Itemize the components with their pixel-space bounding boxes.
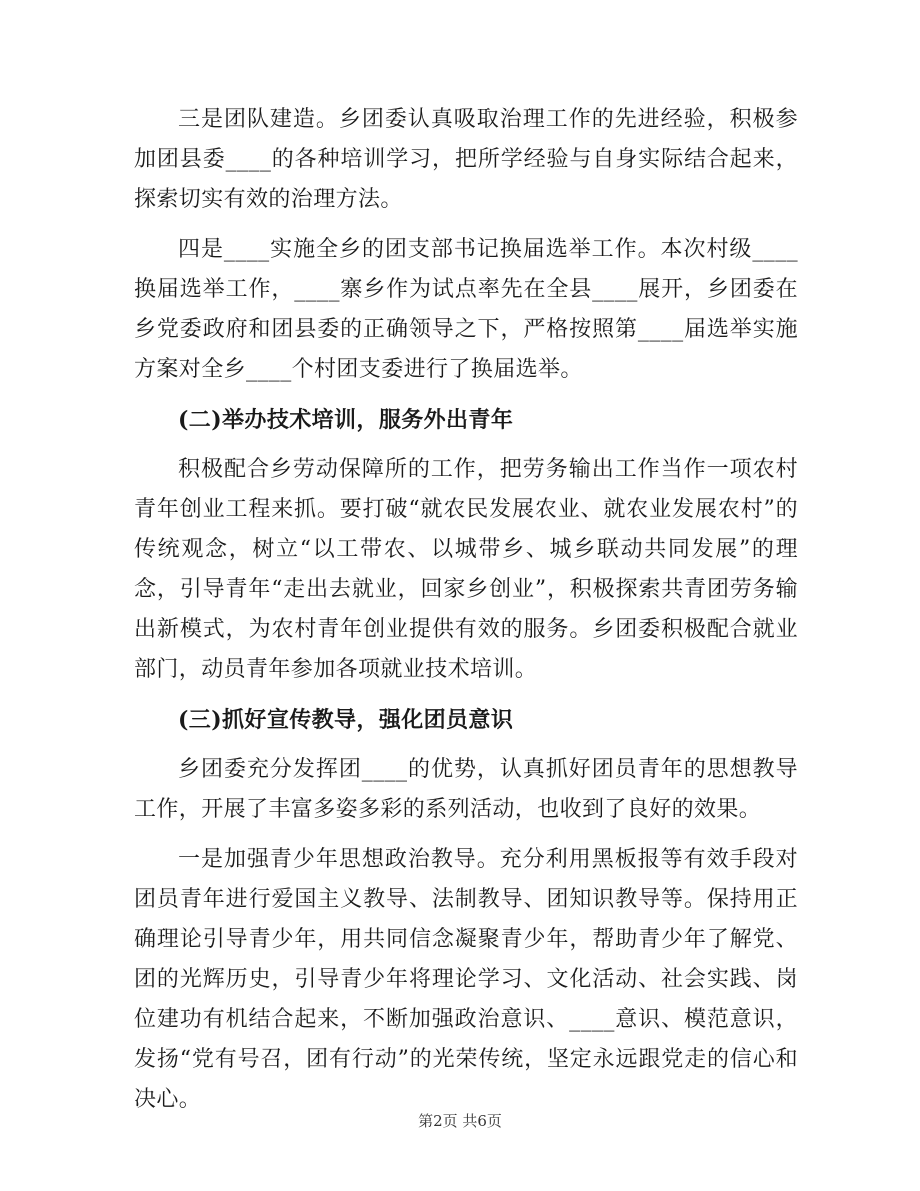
paragraph-political-education: 一是加强青少年思想政治教导。充分利用黑板报等有效手段对团员青年进行爱国主义教导、法制教导、团知识教导等。保持用正确理论引导青少年，用共同信念凝聚青少年，帮助青少年了解党、团的光辉历史，引导青少年将理论学习、文化活动、社会实践、岗位建功有机结合起来，不断加强政治意识、____意识、模范意识，发扬“党有号召，团有行动”的光荣传统，坚定永远跟党走的信心和决心。 bbox=[134, 847, 798, 1112]
page-number-footer: 第2页 共6页 bbox=[418, 1112, 502, 1130]
paragraph-election: 四是____实施全乡的团支部书记换届选举工作。本次村级____换届选举工作，____寨乡作为试点率先在全县____展开，乡团委在乡党委政府和团县委的正确领导之下，严格按照第____届选举实施方案对全乡____个村团支委进行了换届选举。 bbox=[134, 237, 798, 382]
paragraph-league-advantage: 乡团委充分发挥团____的优势，认真抓好团员青年的思想教导工作，开展了丰富多姿多彩的系列活动，也收到了良好的效果。 bbox=[134, 757, 798, 822]
section-heading-education: (三)抓好宣传教导，强化团员意识 bbox=[178, 707, 514, 733]
document-body bbox=[134, 100, 798, 1130]
paragraph-team-building: 三是团队建造。乡团委认真吸取治理工作的先进经验，积极参加团县委____的各种培训学习，把所学经验与自身实际结合起来，探索切实有效的治理方法。 bbox=[134, 107, 798, 212]
paragraph-labor-export: 积极配合乡劳动保障所的工作，把劳务输出工作当作一项农村青年创业工程来抓。要打破“就农民发展农业、就农业发展农村”的传统观念，树立“以工带农、以城带乡、城乡联动共同发展”的理念，引导青年“走出去就业，回家乡创业”，积极探索共青团劳务输出新模式，为农村青年创业提供有效的服务。乡团委积极配合就业部门，动员青年参加各项就业技术培训。 bbox=[134, 457, 798, 682]
section-heading-training: (二)举办技术培训，服务外出青年 bbox=[178, 407, 514, 433]
